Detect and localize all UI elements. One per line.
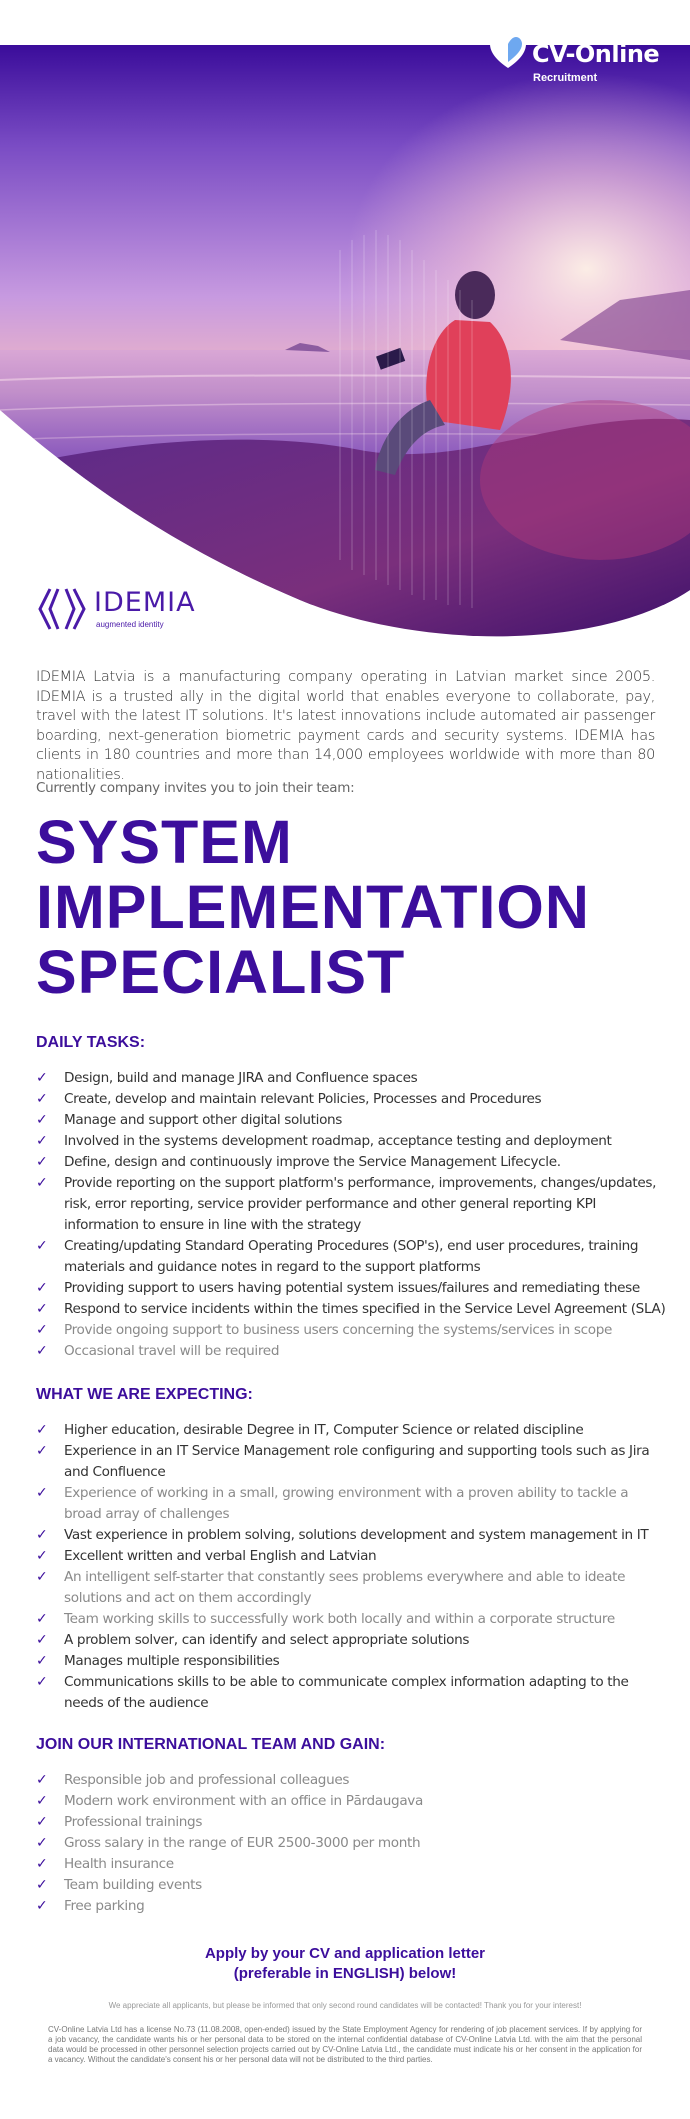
daily-tasks-list — [36, 1068, 666, 1362]
check-icon: ✓ — [36, 1133, 48, 1149]
apply-line: (preferable in ENGLISH) below! — [233, 1965, 457, 1982]
check-icon: ✓ — [36, 1856, 48, 1872]
check-icon: ✓ — [36, 1112, 48, 1128]
gain-heading: JOIN OUR INTERNATIONAL TEAM AND GAIN: — [36, 1736, 386, 1753]
legal-disclaimer: CV-Online Latvia Ltd has a license No.73 (11.08.2008, open-ended) issued by the State Employment Agency for rendering of job placement services. If by applying for a job vacancy, the candidate wants his or her personal data to be stored on the internal confidential database of CV-Online Latvia Ltd. with the aim that the personal data would be processed in other personnel selection projects carried out by CV-Online Latvia Ltd., the candidate must indicate his or her consent in the application for a vacancy. Without the candidate's consent his or her personal data will not be distributed to the third parties. — [48, 2025, 642, 2064]
gain-list — [36, 1770, 666, 1917]
list-item: ✓ Excellent written and verbal English and Latvian — [36, 1546, 666, 1567]
list-item: ✓ Manages multiple responsibilities — [36, 1651, 666, 1672]
apply-call-to-action — [0, 1944, 690, 1984]
check-icon: ✓ — [36, 1322, 48, 1338]
applicant-note: We appreciate all applicants, but please be informed that only second round candidates will be contacted! Thank you for your interest! — [108, 2001, 582, 2010]
list-item: ✓ Experience of working in a small, growing environment with a proven ability to tackle a broad array of challenges — [36, 1485, 629, 1522]
apply-line: Apply by your CV and application letter — [204, 1945, 486, 1962]
list-item: ✓ Experience in an IT Service Management role configuring and supporting tools such as Jira and Confluence — [36, 1443, 650, 1480]
list-item: ✓ Free parking — [36, 1896, 666, 1917]
cv-online-subtitle: Recruitment — [533, 72, 598, 84]
idemia-tagline: augmented identity — [96, 620, 164, 629]
cv-online-heart-icon — [488, 32, 528, 72]
list-item: ✓ Provide ongoing support to business users concerning the systems/services in scope — [36, 1320, 666, 1341]
invite-text: Currently company invites you to join their team: — [36, 780, 355, 796]
job-title-line: IMPLEMENTATION — [36, 873, 590, 941]
list-item: ✓ Create, develop and maintain relevant Policies, Processes and Procedures — [36, 1089, 666, 1110]
check-icon: ✓ — [36, 1793, 48, 1809]
list-item: ✓ Manage and support other digital solutions — [36, 1110, 666, 1131]
check-icon: ✓ — [36, 1877, 48, 1893]
hero-banner — [0, 0, 690, 650]
check-icon: ✓ — [36, 1422, 48, 1438]
check-icon: ✓ — [36, 1653, 48, 1669]
check-icon: ✓ — [36, 1280, 48, 1296]
list-item: ✓ Respond to service incidents within the times specified in the Service Level Agreement (SLA) — [36, 1299, 666, 1320]
check-icon: ✓ — [36, 1485, 48, 1501]
list-item: ✓ Occasional travel will be required — [36, 1341, 666, 1362]
check-icon: ✓ — [36, 1674, 48, 1690]
list-item: ✓ Design, build and manage JIRA and Confluence spaces — [36, 1068, 666, 1089]
idemia-logo — [36, 585, 236, 635]
check-icon: ✓ — [36, 1443, 48, 1459]
job-title — [36, 810, 676, 1005]
list-item: ✓ Health insurance — [36, 1854, 666, 1875]
check-icon: ✓ — [36, 1548, 48, 1564]
list-item: ✓ Responsible job and professional colleagues — [36, 1770, 666, 1791]
expecting-list — [36, 1420, 666, 1714]
list-item: ✓ An intelligent self-starter that constantly sees problems everywhere and able to ideate solutions and act on them accordingly — [36, 1569, 626, 1606]
list-item: ✓ Providing support to users having potential system issues/failures and remediating these — [36, 1278, 666, 1299]
list-item: ✓ Gross salary in the range of EUR 2500-3000 per month — [36, 1833, 666, 1854]
check-icon: ✓ — [36, 1154, 48, 1170]
cv-online-logo — [488, 32, 668, 92]
list-item: ✓ Team working skills to successfully work both locally and within a corporate structure — [36, 1609, 666, 1630]
check-icon: ✓ — [36, 1898, 48, 1914]
list-item: ✓ Vast experience in problem solving, solutions development and system management in IT — [36, 1525, 666, 1546]
list-item: ✓ Define, design and continuously improve the Service Management Lifecycle. — [36, 1152, 666, 1173]
list-item: ✓ Team building events — [36, 1875, 666, 1896]
check-icon: ✓ — [36, 1814, 48, 1830]
idemia-brackets-icon — [36, 585, 88, 633]
hero-photo — [0, 0, 690, 650]
expecting-heading: WHAT WE ARE EXPECTING: — [36, 1386, 253, 1403]
check-icon: ✓ — [36, 1091, 48, 1107]
company-description: IDEMIA Latvia is a manufacturing company operating in Latvian market since 2005. IDEMIA is a trusted ally in the digital world that enables everyone to collaborate, pay, travel with the latest IT solutions. It's latest innovations include automated air passenger boarding, next-generation biometric payment cards and security systems. IDEMIA has clients in 180 countries and more than 14,000 employees worldwide with more than 80 nationalities. — [36, 669, 655, 783]
check-icon: ✓ — [36, 1301, 48, 1317]
check-icon: ✓ — [36, 1175, 48, 1191]
check-icon: ✓ — [36, 1772, 48, 1788]
idemia-name: IDEMIA — [94, 587, 196, 618]
check-icon: ✓ — [36, 1611, 48, 1627]
check-icon: ✓ — [36, 1527, 48, 1543]
list-item: ✓ Communications skills to be able to communicate complex information adapting to the needs of the audience — [36, 1674, 629, 1711]
check-icon: ✓ — [36, 1835, 48, 1851]
list-item: ✓ A problem solver, can identify and select appropriate solutions — [36, 1630, 666, 1651]
list-item: ✓ Professional trainings — [36, 1812, 666, 1833]
list-item: ✓ Modern work environment with an office in Pārdaugava — [36, 1791, 666, 1812]
check-icon: ✓ — [36, 1569, 48, 1585]
cv-online-name: CV-Online — [532, 40, 660, 68]
check-icon: ✓ — [36, 1070, 48, 1086]
list-item: ✓ Higher education, desirable Degree in IT, Computer Science or related discipline — [36, 1420, 666, 1441]
check-icon: ✓ — [36, 1632, 48, 1648]
job-title-line: SYSTEM — [36, 808, 293, 876]
check-icon: ✓ — [36, 1238, 48, 1254]
daily-tasks-heading: DAILY TASKS: — [36, 1034, 146, 1051]
list-item: ✓ Creating/updating Standard Operating Procedures (SOP's), end user procedures, training materials and guidance notes in regard to the support platforms — [36, 1238, 639, 1275]
check-icon: ✓ — [36, 1343, 48, 1359]
list-item: ✓ Provide reporting on the support platform's performance, improvements, changes/updates, risk, error reporting, service provider performance and other general reporting KPI information to ensure in line with the strategy — [36, 1175, 657, 1233]
list-item: ✓ Involved in the systems development roadmap, acceptance testing and deployment — [36, 1131, 666, 1152]
job-title-line: SPECIALIST — [36, 938, 406, 1006]
